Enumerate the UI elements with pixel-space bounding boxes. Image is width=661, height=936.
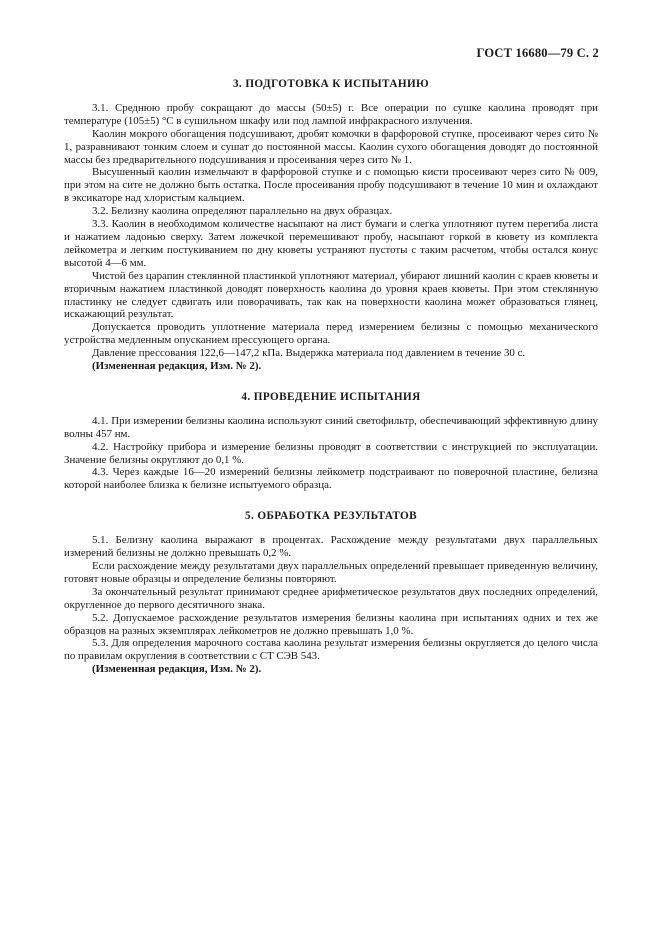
paragraph: 4.1. При измерении белизны каолина используют синий светофильтр, обеспечивающий эффективную длину волны 457 нм.: [64, 414, 598, 440]
section-title: 5. ОБРАБОТКА РЕЗУЛЬТАТОВ: [245, 510, 417, 523]
section-testing: [64, 391, 598, 492]
section-preparation: [64, 78, 598, 373]
paragraph: За окончательный результат принимают среднее арифметическое результатов двух последних определений, округленное до первого десятичного знака.: [64, 585, 598, 611]
paragraph: 5.3. Для определения марочного состава каолина результат измерения белизны округляется до целого числа по правилам округления в соответствии с СТ СЭВ 543.: [64, 637, 598, 663]
paragraph: Если расхождение между результатами двух параллельных определений превышает приведенную величину, готовят новые образцы и определение белизны повторяют.: [64, 560, 598, 585]
paragraph: 3.3. Каолин в необходимом количестве насыпают на лист бумаги и слегка уплотняют путем перегиба листа и нажатием ладонью сверху. Затем ложечкой перемешивают пробу, насыпают горкой в кювету из комплекта лейкометра и легким постукиванием по дну кюветы устраняют пустоты с таким расчетом, чтобы остался конус высотой 4—6 мм.: [64, 218, 598, 269]
section-results: [64, 510, 598, 676]
section-title: 4. ПРОВЕДЕНИЕ ИСПЫТАНИЯ: [241, 390, 421, 403]
paragraph: 3.1. Среднюю пробу сокращают до массы (50±5) г. Все операции по сушке каолина проводят при температуре (105±5) °С в сушильном шкафу или под лампой инфракрасного излучения.: [64, 101, 598, 127]
paragraph: 4.3. Через каждые 16—20 измерений белизны лейкометр подстраивают по поверочной пластине, белизна которой наиболее близка к белизне испытуемого образца.: [64, 466, 598, 492]
amendment-note: (Измененная редакция, Изм. № 2).: [92, 360, 262, 373]
paragraph: 5.1. Белизну каолина выражают в процентах. Расхождение между результатами двух параллельных измерений белизны не должно превышать 0,2 %.: [64, 534, 598, 560]
page-header: ГОСТ 16680—79 С. 2: [476, 46, 599, 60]
section-title: 3. ПОДГОТОВКА К ИСПЫТАНИЮ: [232, 78, 430, 90]
paragraph: 4.2. Настройку прибора и измерение белизны проводят в соответствии с инструкцией по эксплуатации. Значение белизны округляют до 0,1 %.: [64, 440, 598, 466]
paragraph: Давление прессования 122,6—147,2 кПа. Выдержка материала под давлением в течение 30 с.: [92, 347, 526, 360]
paragraph: Высушенный каолин измельчают в фарфоровой ступке и с помощью кисти просеивают через сито № 009, при этом на сите не должно быть остатка. После просеивания пробу подсушивают в течение 10 мин и охлаждают в эксикаторе над хлористым кальцием.: [64, 166, 598, 205]
paragraph: Каолин мокрого обогащения подсушивают, дробят комочки в фарфоровой ступке, просеивают через сито № 1, разравнивают тонким слоем и сушат до постоянной массы. Каолин сухого обогащения доводят до постоянной массы без предварительного подсушивания и просеивания через сито № 1.: [64, 127, 598, 166]
amendment-note: (Измененная редакция, Изм. № 2).: [92, 663, 262, 676]
document-body: [64, 72, 598, 676]
paragraph: 3.2. Белизну каолина определяют параллельно на двух образцах.: [92, 205, 393, 218]
paragraph: Допускается проводить уплотнение материала перед измерением белизны с помощью механического устройства медленным опусканием прессующего органа.: [64, 321, 598, 347]
paragraph: Чистой без царапин стеклянной пластинкой уплотняют материал, убирают лишний каолин с краев кюветы и вторичным нажатием пластинкой доводят поверхность каолина до уровня краев кюветы. При этом стеклянную пластинку не следует сдвигать или поворачивать, так как на поверхности каолина может образоваться глянец, искажающий результат.: [64, 269, 598, 321]
paragraph: 5.2. Допускаемое расхождение результатов измерения белизны каолина при испытаниях одних и тех же образцов на разных экземплярах лейкометров не должно превышать 1,0 %.: [64, 611, 598, 637]
